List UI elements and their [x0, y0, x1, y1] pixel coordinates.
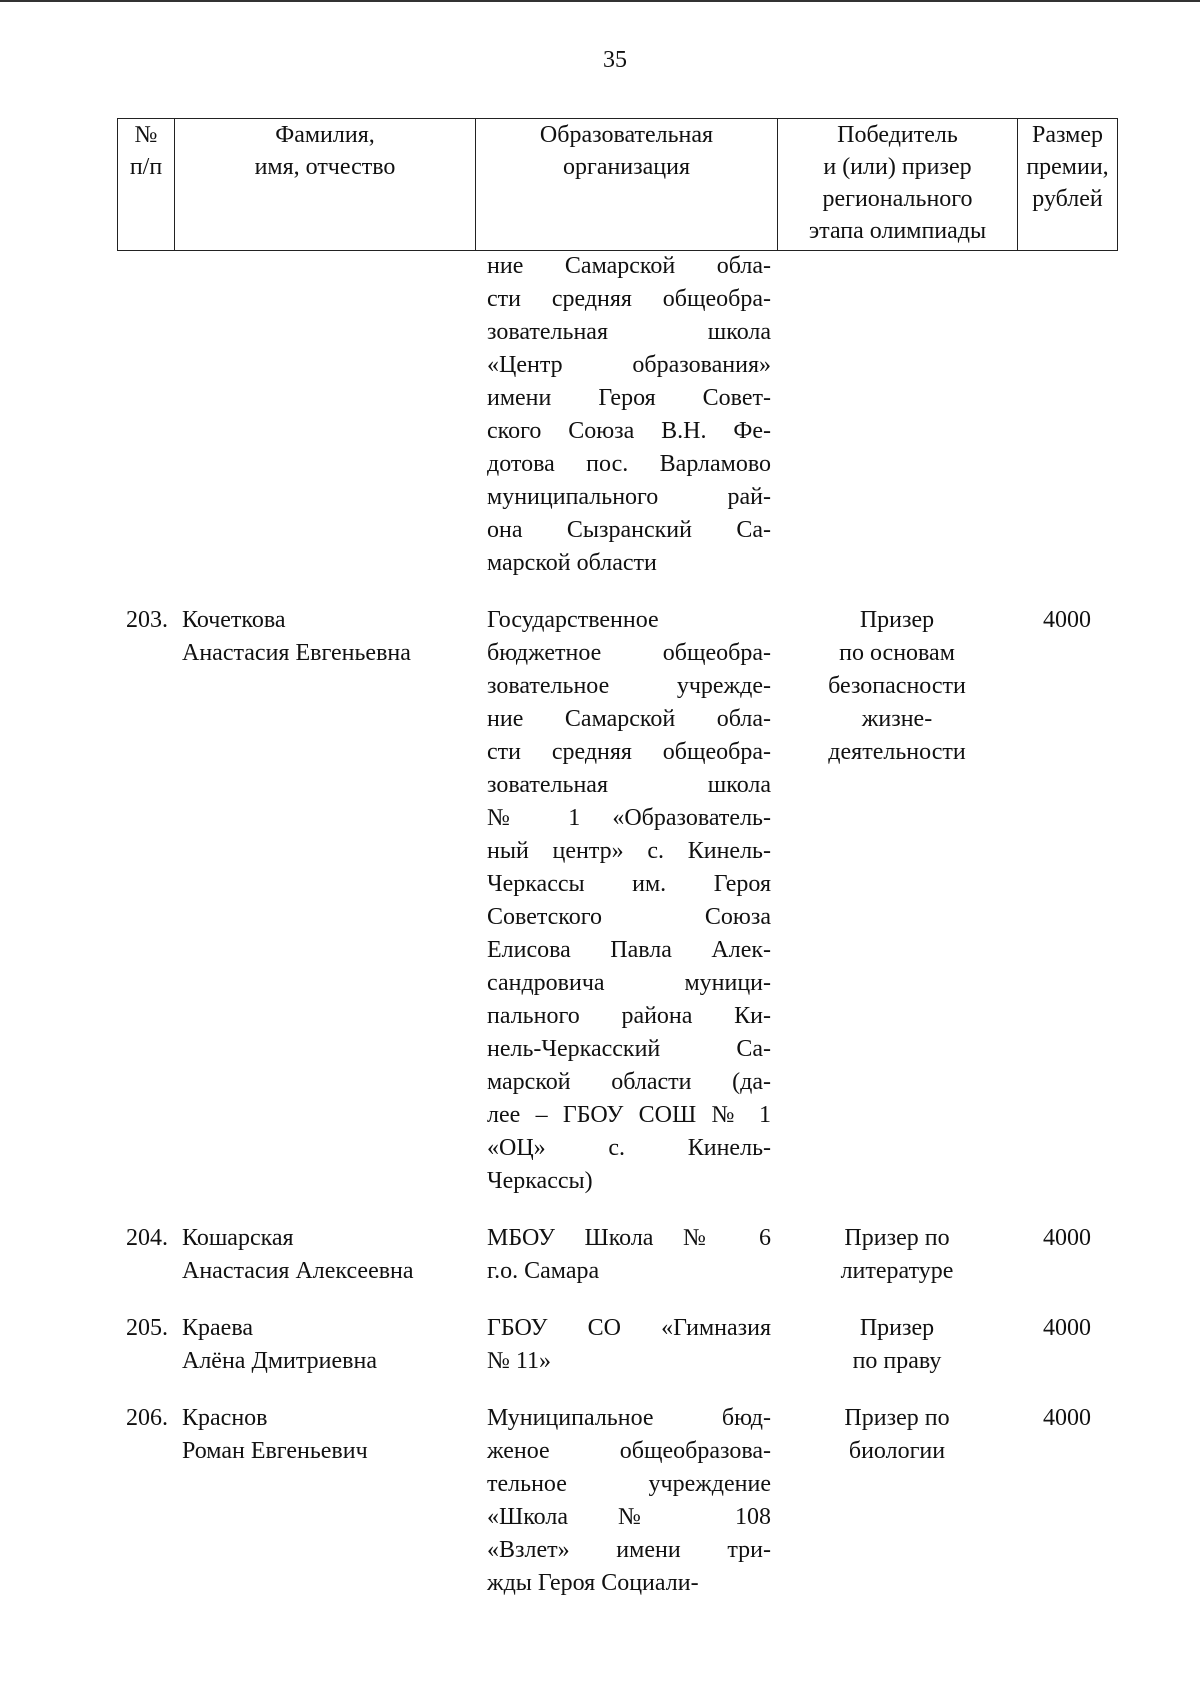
- organization: [475, 1222, 777, 1312]
- organization: [475, 1402, 777, 1624]
- org-line: Государственное: [487, 607, 659, 633]
- header-line: и (или) призер: [823, 154, 972, 180]
- row-number: [117, 250, 174, 604]
- org-line: пального района Ки-: [487, 1003, 771, 1029]
- table-row: [117, 1222, 1117, 1312]
- prize-amount: 4000: [1043, 1315, 1091, 1341]
- name-line: Анастасия Евгеньевна: [182, 640, 411, 666]
- header-line: премии,: [1026, 154, 1109, 180]
- organization: [475, 1312, 777, 1402]
- row-number: 203.: [126, 607, 168, 633]
- award-line: жизне-: [861, 706, 933, 732]
- prize-amount: 4000: [1043, 1405, 1091, 1431]
- award-line: Призер по: [844, 1405, 950, 1431]
- award-line: Призер: [859, 1315, 935, 1341]
- org-line: нель-Черкасский Са-: [487, 1036, 771, 1062]
- header-org: [476, 119, 778, 251]
- header-line: имя, отчество: [254, 154, 396, 180]
- header-line: этапа олимпиады: [808, 218, 987, 244]
- header-line: регионального: [822, 186, 973, 212]
- award-line: по основам: [839, 640, 955, 666]
- header-num: [118, 119, 175, 251]
- table-body: [117, 250, 1117, 1624]
- header-line: Фамилия,: [275, 122, 375, 148]
- row-number: 205.: [126, 1315, 168, 1341]
- award: [777, 250, 1017, 604]
- org-line: сти средняя общеобра-: [487, 739, 771, 765]
- org-line: сандровича муници-: [487, 970, 771, 996]
- org-line: муниципального рай-: [487, 484, 771, 510]
- prize-amount: 4000: [1043, 607, 1091, 633]
- org-line: МБОУ Школа № 6: [487, 1225, 771, 1251]
- org-line: «ОЦ» с. Кинель-: [487, 1135, 771, 1161]
- award: [777, 604, 1017, 1222]
- prize-amount: [1017, 250, 1117, 604]
- org-line: Муниципальное бюд-: [487, 1405, 771, 1431]
- org-line: «Центр образования»: [487, 352, 771, 378]
- table-header: [117, 118, 1118, 251]
- org-line: дотова пос. Варламово: [487, 451, 771, 477]
- row-number: 206.: [126, 1405, 168, 1431]
- name-line: Кошарская: [182, 1225, 294, 1251]
- organization: [475, 250, 777, 604]
- award-line: биологии: [848, 1438, 946, 1464]
- table-row: [117, 250, 1117, 604]
- page-number: 35: [603, 47, 627, 73]
- award-line: Призер: [859, 607, 935, 633]
- org-line: Черкассы им. Героя: [487, 871, 771, 897]
- org-line: имени Героя Совет-: [487, 385, 771, 411]
- name-line: Алёна Дмитриевна: [182, 1348, 377, 1374]
- org-line: ный центр» с. Кинель-: [487, 838, 771, 864]
- organization: [475, 604, 777, 1222]
- award-line: безопасности: [828, 673, 966, 699]
- org-line: г.о. Самара: [487, 1258, 600, 1284]
- org-line: тельное учреждение: [487, 1471, 771, 1497]
- name-line: Краева: [182, 1315, 253, 1341]
- header-line: организация: [562, 154, 691, 180]
- header-row: [118, 119, 1118, 251]
- award-line: Призер по: [844, 1225, 950, 1251]
- org-line: ние Самарской обла-: [487, 706, 771, 732]
- award: [777, 1312, 1017, 1402]
- table-row: [117, 604, 1117, 1222]
- participant-name: [174, 1222, 475, 1312]
- org-line: «Взлет» имени три-: [487, 1537, 771, 1563]
- participant-name: [174, 604, 475, 1222]
- award: [777, 1402, 1017, 1624]
- header-line: Образовательная: [539, 122, 714, 148]
- header-award: [778, 119, 1018, 251]
- header-line: №: [134, 122, 158, 148]
- header-line: Победитель: [837, 122, 958, 148]
- table-row: [117, 1402, 1117, 1624]
- top-rule: [0, 0, 1200, 2]
- header-prize: [1018, 119, 1118, 251]
- header-name: [175, 119, 476, 251]
- participant-name: [174, 250, 475, 604]
- award-line: литературе: [840, 1258, 954, 1284]
- header-line: п/п: [129, 154, 163, 180]
- name-line: Роман Евгеньевич: [182, 1438, 368, 1464]
- org-line: ского Союза В.Н. Фе-: [487, 418, 771, 444]
- org-line: «Школа № 108: [487, 1504, 771, 1530]
- org-line: Елисова Павла Алек-: [487, 937, 771, 963]
- prize-amount: 4000: [1043, 1225, 1091, 1251]
- org-line: она Сызранский Са-: [487, 517, 771, 543]
- org-line: Советского Союза: [487, 904, 771, 930]
- org-line: Черкассы): [487, 1168, 593, 1194]
- org-line: ГБОУ СО «Гимназия: [487, 1315, 771, 1341]
- row-number: 204.: [126, 1225, 168, 1251]
- name-line: Кочеткова: [182, 607, 286, 633]
- org-line: зовательная школа: [487, 319, 771, 345]
- name-line: Краснов: [182, 1405, 268, 1431]
- org-line: сти средняя общеобра-: [487, 286, 771, 312]
- org-line: зовательная школа: [487, 772, 771, 798]
- org-line: лее – ГБОУ СОШ № 1: [487, 1102, 771, 1128]
- name-line: Анастасия Алексеевна: [182, 1258, 414, 1284]
- org-line: № 11»: [487, 1348, 552, 1374]
- participant-name: [174, 1402, 475, 1624]
- participant-name: [174, 1312, 475, 1402]
- org-line: марской области (да-: [487, 1069, 771, 1095]
- award-line: по праву: [852, 1348, 942, 1374]
- org-line: жды Героя Социали-: [487, 1570, 699, 1596]
- header-line: рублей: [1032, 186, 1103, 212]
- award: [777, 1222, 1017, 1312]
- org-line: зовательное учрежде-: [487, 673, 771, 699]
- org-line: бюджетное общеобра-: [487, 640, 771, 666]
- org-line: женое общеобразова-: [487, 1438, 771, 1464]
- org-line: № 1 «Образователь-: [487, 805, 771, 831]
- org-line: марской области: [487, 550, 657, 576]
- award-line: деятельности: [828, 739, 966, 765]
- org-line: ние Самарской обла-: [487, 253, 771, 279]
- table-row: [117, 1312, 1117, 1402]
- header-line: Размер: [1032, 122, 1103, 148]
